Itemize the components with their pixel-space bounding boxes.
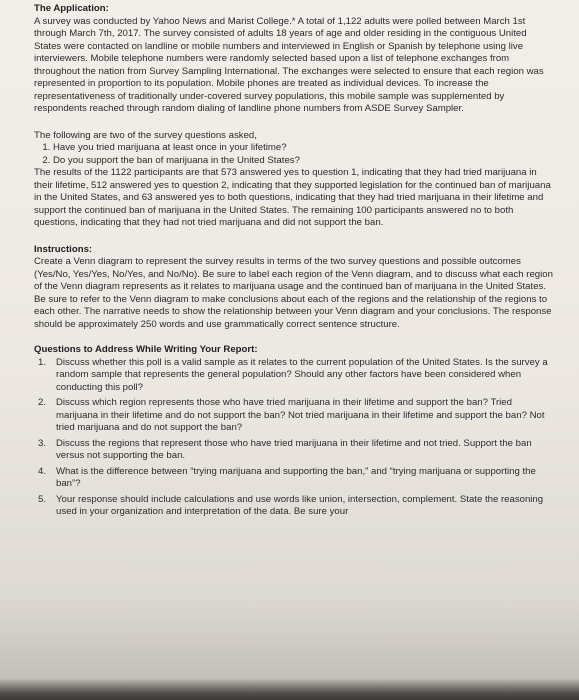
section-spacer bbox=[34, 331, 553, 344]
list-item-number: 2. bbox=[38, 397, 47, 408]
survey-questions-list bbox=[34, 142, 553, 167]
list-item-text: Discuss whether this poll is a valid sample as it relates to the current population of the United States. Is the survey a random sample that represents the general population? Should any other factors have been considered when conducting this poll? bbox=[56, 356, 548, 393]
list-item-number: 4. bbox=[38, 465, 47, 477]
list-item bbox=[34, 357, 553, 395]
list-item bbox=[34, 438, 553, 463]
list-item-number: 3. bbox=[38, 437, 47, 449]
list-item bbox=[34, 397, 553, 435]
application-paragraph: A survey was conducted by Yahoo News and Marist College.* A total of 1,122 adults were polled between March 1st through March 7th, 2017. The survey consisted of adults 18 years of age and older residing in the contiguous United States were contacted on landline or mobile numbers and interviewed in English or Spanish by telephone using live interviewers. Mobile telephone numbers were randomly selected based upon a list of telephone exchanges from throughout the nation from Survey Sampling International. The exchanges were selected to ensure that each region was represented in proportion to its population. Mobile phones are treated as individual devices. To increase the representativeness of traditionally under-covered survey populations, this mobile sample was supplemented by respondents reached through random dialing of landline phone numbers from ASDE Survey Sampler. bbox=[34, 15, 544, 114]
report-questions-list bbox=[34, 357, 553, 519]
list-item-number: 5. bbox=[38, 493, 47, 505]
instructions-heading: Instructions: bbox=[34, 243, 93, 255]
questions-intro: The following are two of the survey questions asked, bbox=[34, 129, 257, 141]
list-item-text: Your response should include calculations and use words like union, intersection, complement. State the reasoning used in your organization and interpretation of the data. Be sure your bbox=[56, 493, 544, 517]
list-item bbox=[34, 466, 553, 491]
survey-question-2: 2. Do you support the ban of marijuana in the United States? bbox=[53, 155, 553, 168]
page-bottom-shadow bbox=[0, 678, 579, 700]
application-heading: The Application: bbox=[34, 3, 109, 14]
survey-question-1: 1. Have you tried marijuana at least once in your lifetime? bbox=[53, 142, 553, 155]
section-spacer bbox=[34, 116, 553, 130]
list-item-text: What is the difference between “trying marijuana and supporting the ban,” and “trying marijuana or supporting the ban”? bbox=[56, 465, 536, 489]
section-spacer bbox=[34, 230, 553, 244]
list-item-number: 1. bbox=[38, 356, 47, 368]
instructions-paragraph: Create a Venn diagram to represent the survey results in terms of the two survey questions and possible outcomes (Yes/No, Yes/Yes, No/Yes, and No/No). Be sure to label each region of the Venn diagram, and to discuss what each region of the Venn diagram represents as it relates to marijuana usage and the continued ban of marijuana in the United States. Be sure to refer to the Venn diagram to make conclusions about each of the regions and the relationship of the regions to each other. The narrative needs to show the relationship between your Venn diagram and your conclusions. The response should be approximately 250 words and use grammatically correct sentence structure. bbox=[34, 256, 553, 330]
list-item-text: Discuss the regions that represent those who have tried marijuana in their lifetime and not tried. Support the ban versus not supporting the ban. bbox=[56, 437, 532, 461]
results-paragraph: The results of the 1122 participants are that 573 answered yes to question 1, indicating that they had tried marijuana in their lifetime, 512 answered yes to question 2, indicating that they supported legislation for the continued ban of marijuana in the United States, and 63 answered yes to both questions, indicating that they had tried marijuana in their lifetime and support the continued ban of marijuana in the United States. The remaining 100 participants answered no to both questions, indicating that they had not tried marijuana and did not support the ban. bbox=[34, 167, 551, 228]
list-item bbox=[34, 494, 553, 519]
list-item-text: Discuss which region represents those who have tried marijuana in their lifetime and support the ban? Tried marijuana in their lifetime and do not support the ban? Not tried marijuana in their lifetime and support the ban? Not tried marijuana and do not support the ban? bbox=[56, 397, 545, 433]
report-questions-heading: Questions to Address While Writing Your Report: bbox=[34, 344, 258, 355]
